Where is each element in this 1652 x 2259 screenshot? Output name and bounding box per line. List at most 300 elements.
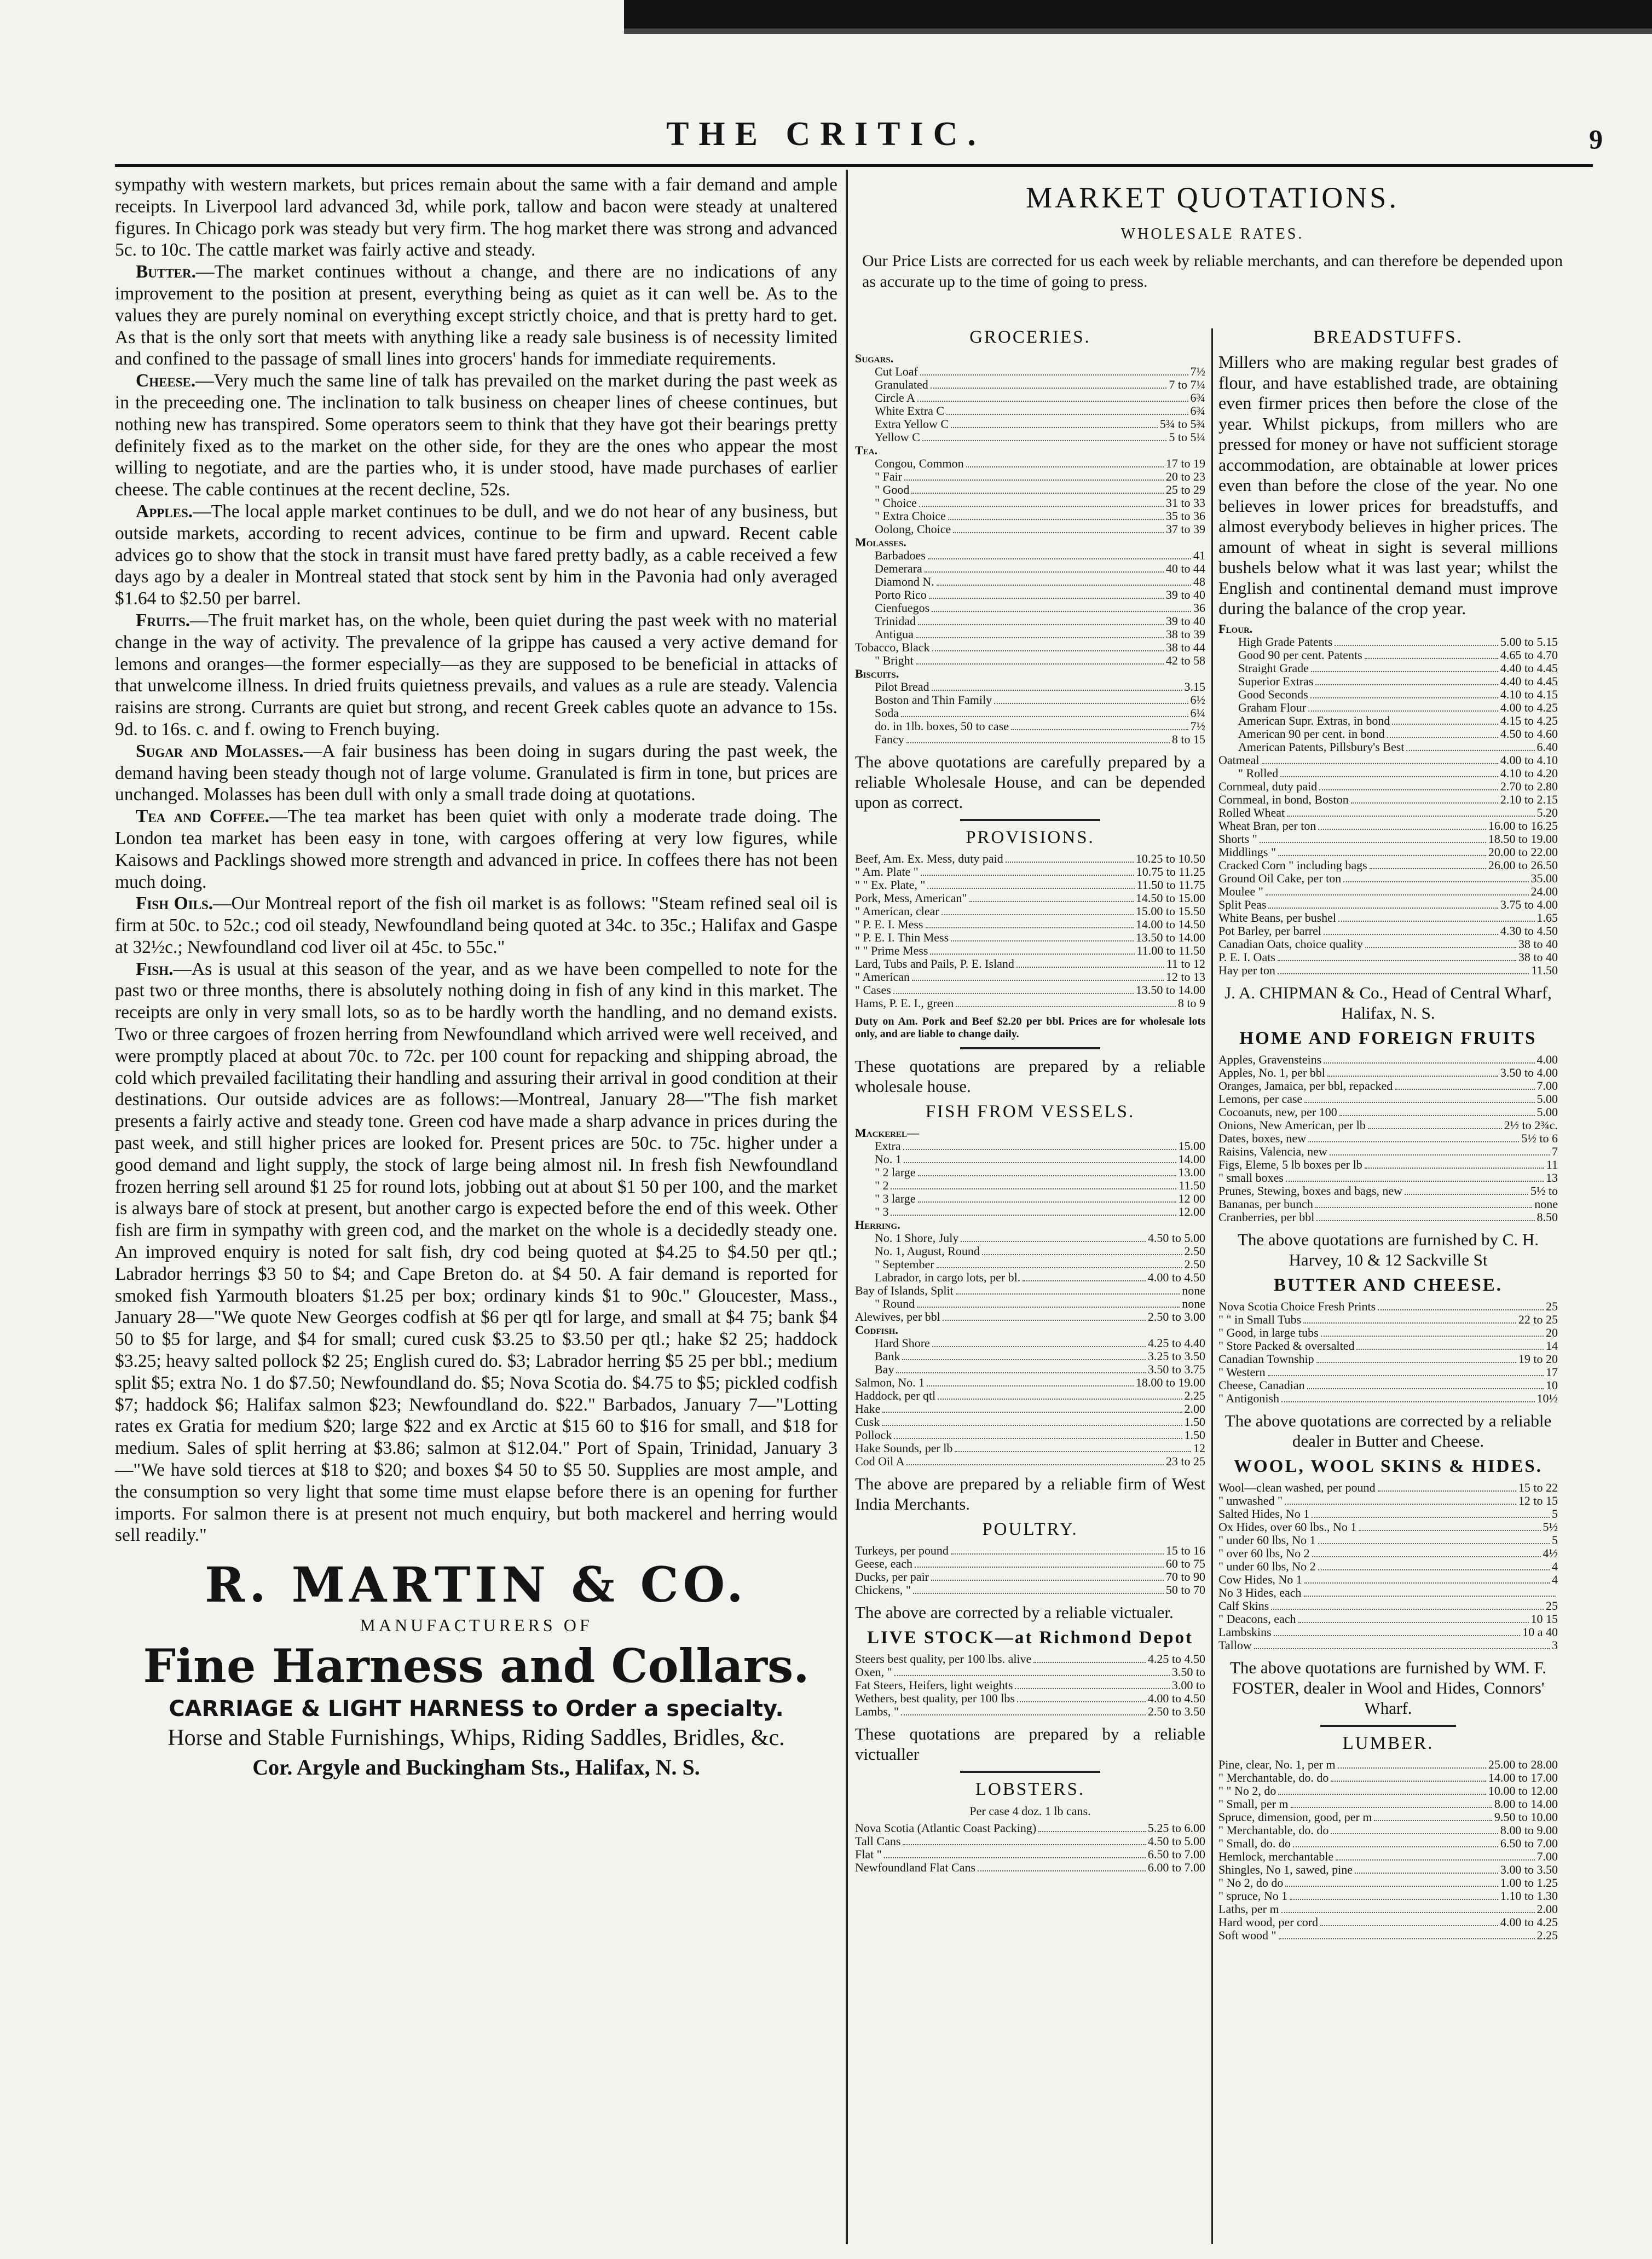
price-row xyxy=(855,378,1205,391)
item-label: " Western xyxy=(1218,1365,1266,1378)
item-label: Extra Yellow C xyxy=(875,418,949,431)
item-label: " spruce, No 1 xyxy=(1218,1889,1288,1902)
item-price: 16.00 to 16.25 xyxy=(1488,818,1558,833)
report-paragraph xyxy=(115,174,837,261)
item-price: 4.65 to 4.70 xyxy=(1500,648,1558,662)
item-label: " Antigonish xyxy=(1218,1391,1280,1405)
price-row xyxy=(1218,1379,1558,1392)
leader-dots xyxy=(1266,894,1529,895)
leader-dots xyxy=(1319,789,1498,790)
item-price: 8 to 9 xyxy=(1177,996,1205,1010)
price-row xyxy=(1218,662,1558,675)
leader-dots xyxy=(903,1844,1145,1845)
price-row xyxy=(1218,1626,1558,1639)
item-label: " 2 large xyxy=(875,1166,916,1179)
price-row xyxy=(855,1442,1205,1455)
price-row xyxy=(855,1258,1205,1271)
report-paragraph xyxy=(115,958,837,1547)
leader-dots xyxy=(1318,829,1486,830)
leader-dots xyxy=(903,1149,1176,1150)
leader-dots xyxy=(1331,1781,1486,1782)
item-price: 18.50 to 19.00 xyxy=(1488,831,1558,846)
price-row xyxy=(855,1389,1205,1402)
leader-dots xyxy=(1318,1543,1550,1544)
price-row xyxy=(1218,1599,1558,1613)
leader-dots xyxy=(1285,1886,1498,1887)
item-label: " 3 xyxy=(875,1205,889,1218)
item-label: Cocoanuts, new, per 100 xyxy=(1218,1105,1337,1118)
item-price: 25 to 29 xyxy=(1165,483,1205,496)
leader-dots xyxy=(951,1553,1164,1555)
paragraph-heading: Tea and Coffee. xyxy=(136,806,269,827)
ad-goods: Horse and Stable Furnishings, Whips, Riding Saddles, Bridles, &c. xyxy=(167,1725,785,1751)
paragraph-text: —The market continues without a change, and there are no indications of any improvement to the position at present, everything being as quiet as it can well be. As to the values they are purely nominal on everything except strictly choice, and that is pretty hard to get. As that is the only sort that meets with anything like a ready sale business is of necessity limited and confined to the passage of small lines into grocers' hands for immediate requirements. xyxy=(115,262,837,369)
price-row xyxy=(1218,1916,1558,1929)
item-label: Rolled Wheat xyxy=(1218,806,1285,819)
price-row xyxy=(855,405,1205,418)
item-price: 7.00 xyxy=(1537,1078,1558,1093)
leader-dots xyxy=(922,440,1167,441)
item-price: 15.00 to 15.50 xyxy=(1135,904,1205,918)
price-row xyxy=(1218,1586,1558,1599)
price-row xyxy=(1218,1560,1558,1573)
price-row xyxy=(1218,1353,1558,1366)
item-price: 5.00 to 5.15 xyxy=(1500,634,1558,649)
price-row xyxy=(855,1666,1205,1679)
price-row xyxy=(1218,1639,1558,1652)
item-price: 42 to 58 xyxy=(1165,654,1205,667)
price-row xyxy=(855,1692,1205,1705)
price-row xyxy=(1218,1339,1558,1353)
item-price: 3.75 to 4.00 xyxy=(1500,897,1558,911)
report-paragraph xyxy=(115,610,837,741)
price-row xyxy=(855,628,1205,641)
item-label: Lemons, per case xyxy=(1218,1092,1303,1105)
leader-dots xyxy=(951,940,1134,941)
leader-dots xyxy=(1278,960,1516,961)
item-price: 11 to 12 xyxy=(1166,957,1205,970)
provisions-title: PROVISIONS. xyxy=(966,828,1095,847)
groceries-note: The above quotations are carefully prepared by a reliable Wholesale House, and can be depended upon as correct. xyxy=(855,752,1205,812)
lumber-title: LUMBER. xyxy=(1342,1733,1434,1753)
price-row xyxy=(1218,925,1558,938)
item-label: Canadian Oats, choice quality xyxy=(1218,937,1363,950)
item-label: Oranges, Jamaica, per bbl, repacked xyxy=(1218,1079,1393,1092)
item-price: 60 to 75 xyxy=(1165,1557,1205,1570)
price-row xyxy=(1218,1211,1558,1224)
price-row xyxy=(1218,1145,1558,1158)
price-row xyxy=(855,680,1205,694)
leader-dots xyxy=(937,1267,1182,1268)
item-price: 39 to 40 xyxy=(1165,588,1205,602)
leader-dots xyxy=(1006,862,1134,863)
leader-dots xyxy=(1304,1596,1556,1597)
item-price: 24.00 xyxy=(1530,884,1558,898)
item-label: Nova Scotia Choice Fresh Prints xyxy=(1218,1299,1376,1313)
item-label: Middlings " xyxy=(1218,845,1276,858)
item-price: 20 xyxy=(1546,1325,1558,1339)
leader-dots xyxy=(1374,1820,1492,1821)
item-label: Circle A xyxy=(875,391,915,405)
price-row xyxy=(855,562,1205,575)
price-row xyxy=(855,997,1205,1010)
item-label: " small boxes xyxy=(1218,1171,1284,1184)
report-paragraph xyxy=(115,741,837,806)
leader-dots xyxy=(1310,697,1498,698)
item-price: 20.00 to 22.00 xyxy=(1488,845,1558,859)
paragraph-text: —As is usual at this season of the year, and as we have been compelled to note for the past two or three months, there is absolutely nothing doing in fish of any kind in this market. The receipts are only in very small lots, so as to be hardly worth the handling, and no demand exists. Two or three cargoes of frozen herring from Newfoundland which arrived were well received, and were promptly placed at about 70c. to 72c. per 100 count for repacking and shipping abroad, the cold which prevailed facilitating their handling and assuring their arrival in good condition at their destinations. Our outside advices are as follows:—Montreal, January 28—"The fish market presents a fairly active and steady tone. Green cod have made a sharp advance in prices during the past week, and still higher prices are looked for. Present prices are 50c. to 75c. higher under a good demand and light supply, the stock of large being almost nil. In fresh fish Newfoundland frozen herring sell around $1 25 for round lots, jobbing out at about $1 50 per 100, and the market is always bare of stock at present, but another cargo is expected before the end of this week. Other fish are firm in sympathy with green cod, and the market on the whole is a decidedly steady one. An improved enquiry is noted for salt fish, dry cod being quoted at $4.25 to $4.50 per qtl.; Labrador herrings $3 50 to $4; and Cape Breton do. at $4 50. A fair demand is reported for smoked fish Yarmouth bloaters $1.25 per box; ordinary kinds $1 to 90c." Gloucester, Mass., January 28—"We quote New Georges codfish at $6 per qtl for large, and small at $4 75; bank $4 50 to $5 for large, and $4 for small; cured cusk $3.25 to $3.50 per qtl.; hake $2 25; haddock $3.25; heavy salted pollock $2 25; English cured do. $3; Labrador herring $5 25 per bbl.; medium split $5; extra No. 1 do $7.50; Newfoundland do. $5; Nova Scotia do. $4.75 to $5; pickled codfish $7; haddock $6; Halifax salmon $23; Newfoundland do. $22." Barbados, January 7—"Lotting rates ex Gratia for medium $20; large $22 and ex Arctic at $15 60 to $16 for small, and $18 for medium. Sales of split herring at $3.86; salmon at $12.04." Port of Spain, Trinidad, January 3—"We have sold tierces at $18 to $20; and boxes $4 50 to $5 50. Supplies are most ample, and the consumption so very light that some time must elapse before there is an opening for further imports. For salmon there is at present not much enquiry, but both mackerel and herring would sell readily." xyxy=(115,958,837,1546)
price-row xyxy=(1218,1837,1558,1850)
leader-dots xyxy=(1281,1401,1534,1402)
leader-dots xyxy=(1359,1530,1540,1531)
item-price: 14.50 to 15.00 xyxy=(1135,891,1205,905)
item-price: 7 to 7¼ xyxy=(1169,378,1205,391)
item-price: 5 xyxy=(1552,1506,1558,1521)
leader-dots xyxy=(1287,816,1534,817)
market-title: MARKET QUOTATIONS. xyxy=(1026,181,1399,214)
item-label: Shingles, No 1, sawed, pine xyxy=(1218,1863,1353,1876)
item-label: Tobacco, Black xyxy=(855,641,930,654)
item-price: 18.00 to 19.00 xyxy=(1135,1376,1205,1389)
provisions-fine-print: Duty on Am. Pork and Beef $2.20 per bbl. Prices are for wholesale lots only, and are liable to change daily. xyxy=(855,1015,1205,1040)
price-row xyxy=(855,1350,1205,1363)
item-label: Bank xyxy=(875,1350,900,1363)
divider xyxy=(1320,1725,1456,1727)
ad-headline: Fine Harness and Collars. xyxy=(143,1639,810,1694)
item-label: American 90 per cent. in bond xyxy=(1238,727,1385,740)
leader-dots xyxy=(1327,1076,1498,1077)
lobsters-subtitle: Per case 4 doz. 1 lb cans. xyxy=(969,1804,1091,1818)
price-row xyxy=(855,457,1205,470)
price-row xyxy=(1218,1534,1558,1547)
item-price: 5.20 xyxy=(1537,805,1558,819)
price-row xyxy=(1218,1758,1558,1771)
item-price: 5.00 xyxy=(1537,1105,1558,1119)
item-price: none xyxy=(1534,1197,1558,1211)
item-label: P. E. I. Oats xyxy=(1218,950,1275,963)
leader-dots xyxy=(946,414,1188,415)
item-price: 13.00 xyxy=(1178,1165,1205,1179)
price-row xyxy=(1218,1876,1558,1890)
price-row xyxy=(1218,675,1558,688)
item-label: Tall Cans xyxy=(855,1835,901,1848)
price-row xyxy=(1218,1481,1558,1494)
item-price: 4.10 to 4.15 xyxy=(1500,687,1558,701)
leader-dots xyxy=(1303,1322,1516,1324)
item-label: " unwashed " xyxy=(1218,1494,1283,1507)
item-price: 35.00 xyxy=(1530,871,1558,885)
item-price: 4.40 to 4.45 xyxy=(1500,661,1558,675)
fruits-dealer: The above quotations are furnished by C. H. Harvey, 10 & 12 Sackville St xyxy=(1237,1229,1539,1269)
leader-dots xyxy=(955,1451,1191,1452)
leader-dots xyxy=(1324,934,1498,935)
leader-dots xyxy=(932,690,1182,691)
item-price: 3.15 xyxy=(1184,680,1205,694)
item-price: 2.50 xyxy=(1184,1257,1205,1271)
leader-dots xyxy=(901,1714,1146,1715)
item-price: 25 xyxy=(1546,1598,1558,1613)
item-price: 8.00 to 9.00 xyxy=(1500,1823,1558,1837)
ad-subtitle: MANUFACTURERS OF xyxy=(360,1615,593,1636)
price-row xyxy=(855,865,1205,879)
leader-dots xyxy=(1392,724,1498,725)
leader-dots xyxy=(882,1425,1182,1426)
leader-dots xyxy=(1315,1207,1532,1208)
item-price: 2.25 xyxy=(1184,1389,1205,1402)
live-stock-table xyxy=(855,1653,1205,1718)
leader-dots xyxy=(982,1254,1182,1255)
item-label: Tallow xyxy=(1218,1638,1252,1651)
price-row xyxy=(1218,819,1558,833)
item-label: No. 1 xyxy=(875,1153,902,1166)
item-label: Bay of Islands, Split xyxy=(855,1284,954,1297)
leader-dots xyxy=(917,1307,1180,1308)
price-row xyxy=(1218,1132,1558,1145)
price-row xyxy=(1218,1392,1558,1405)
item-price: 20 to 23 xyxy=(1165,470,1205,483)
leader-dots xyxy=(931,1580,1164,1581)
item-label: Barbadoes xyxy=(875,549,926,562)
item-price: 2½ to 2¾c. xyxy=(1504,1118,1558,1132)
item-label: " September xyxy=(875,1258,934,1271)
price-row xyxy=(855,575,1205,588)
divider xyxy=(960,819,1100,821)
price-row xyxy=(855,1179,1205,1192)
item-price: 4.00 to 4.25 xyxy=(1500,1915,1558,1929)
leader-dots xyxy=(929,598,1164,599)
price-row xyxy=(855,365,1205,378)
item-label: Cornmeal, in bond, Boston xyxy=(1218,793,1349,806)
leader-dots xyxy=(1268,908,1498,909)
price-row xyxy=(855,1416,1205,1429)
item-label: Hay per ton xyxy=(1218,963,1275,977)
paragraph-text: —The local apple market continues to be dull, and we do not hear of any business, but outside markets, according to recent advices, continue to be firm and upward. Recent cable advices go to show that the stock in transit must have fared pretty badly, as a cable received a few days ago by a dealer in Montreal stated that stock sent by him in the Pavonia had only averaged $1.64 to $2.50 per barrel. xyxy=(115,501,837,609)
item-price: 10.75 to 11.25 xyxy=(1136,865,1205,879)
leader-dots xyxy=(927,888,1134,889)
item-label: " 3 large xyxy=(875,1192,916,1205)
item-price: none xyxy=(1182,1297,1205,1310)
item-label: Chickens, " xyxy=(855,1584,911,1597)
leader-dots xyxy=(1311,671,1498,672)
item-price: 37 to 39 xyxy=(1165,522,1205,536)
leader-dots xyxy=(953,532,1164,533)
price-row xyxy=(1218,1798,1558,1811)
item-price: 14.00 to 14.50 xyxy=(1135,917,1205,931)
item-label: " " in Small Tubs xyxy=(1218,1313,1302,1326)
leader-dots xyxy=(1355,1873,1498,1874)
breadstuffs-table xyxy=(1218,622,1558,977)
leader-dots xyxy=(1304,1582,1550,1584)
item-price: 14.00 to 17.00 xyxy=(1488,1770,1558,1784)
item-price: 3.50 to xyxy=(1171,1665,1205,1679)
leader-dots xyxy=(904,1162,1176,1163)
item-price: 12 to 13 xyxy=(1165,970,1205,984)
price-row xyxy=(1218,1771,1558,1784)
leader-dots xyxy=(904,479,1164,481)
ad-address: Cor. Argyle and Buckingham Sts., Halifax, N. S. xyxy=(252,1755,700,1780)
wool-hides-dealer: The above quotations are furnished by WM. F. FOSTER, dealer in Wool and Hides, Connors' Wharf. xyxy=(1229,1657,1547,1718)
item-price: 3.00 to 3.50 xyxy=(1500,1862,1558,1876)
leader-dots xyxy=(1278,1794,1486,1795)
price-row xyxy=(855,1153,1205,1166)
item-price: 6½ xyxy=(1190,693,1205,707)
item-label: Pork, Mess, American" xyxy=(855,892,967,905)
price-row xyxy=(855,1455,1205,1468)
leader-dots xyxy=(1365,1168,1544,1169)
price-row xyxy=(1218,885,1558,898)
column-divider-2 xyxy=(1211,328,1213,2244)
item-label: Cod Oil A xyxy=(855,1455,905,1468)
leader-dots xyxy=(893,993,1134,994)
item-label: Beef, Am. Ex. Mess, duty paid xyxy=(855,852,1003,865)
leader-dots xyxy=(1015,1688,1169,1689)
item-label: Pilot Bread xyxy=(875,680,929,694)
price-row xyxy=(1218,872,1558,885)
item-price: 14 xyxy=(1546,1338,1558,1353)
middle-column xyxy=(855,174,1205,2243)
item-price: 12 00 xyxy=(1178,1192,1205,1205)
item-label: Lambs, " xyxy=(855,1705,899,1718)
leader-dots xyxy=(915,1567,1164,1568)
wool-hides-title: WOOL, WOOL SKINS & HIDES. xyxy=(1233,1456,1543,1476)
leader-dots xyxy=(1038,1831,1146,1832)
leader-dots xyxy=(1378,1309,1544,1310)
item-price: 6¾ xyxy=(1190,391,1205,405)
leader-dots xyxy=(1271,1609,1544,1610)
item-price: 11 xyxy=(1546,1157,1558,1171)
leader-dots xyxy=(1331,1833,1498,1834)
leader-dots xyxy=(918,624,1164,625)
item-price: 26.00 to 26.50 xyxy=(1488,858,1558,872)
item-label: Superior Extras xyxy=(1238,674,1314,687)
item-label: Cheese, Canadian xyxy=(1218,1378,1305,1391)
category-heading: Biscuits. xyxy=(855,667,899,680)
paragraph-heading: Cheese. xyxy=(136,371,196,391)
leader-dots xyxy=(1017,1701,1146,1702)
item-price: 25 xyxy=(1546,1299,1558,1313)
leader-dots xyxy=(1351,802,1498,804)
leader-dots xyxy=(882,1412,1182,1413)
price-row xyxy=(1218,938,1558,951)
item-price: 8.50 xyxy=(1537,1210,1558,1224)
category-heading: Flour. xyxy=(1218,621,1253,635)
page-number: 9 xyxy=(1589,124,1603,154)
category-heading: Sugars. xyxy=(855,351,894,365)
item-label: " Extra Choice xyxy=(875,510,946,523)
market-intro: Our Price Lists are corrected for us each week by reliable merchants, and can therefore be depended upon as accurate up to the time of going to press. xyxy=(862,252,1563,291)
leader-dots xyxy=(891,1215,1176,1216)
item-label: " Good xyxy=(875,483,910,496)
item-label: Bananas, per bunch xyxy=(1218,1197,1313,1210)
item-label: Canadian Township xyxy=(1218,1352,1314,1365)
leader-dots xyxy=(937,585,1191,586)
leader-dots xyxy=(1338,921,1534,922)
price-row xyxy=(855,852,1205,865)
leader-dots xyxy=(951,427,1158,428)
leader-dots xyxy=(1033,1662,1145,1663)
fish-vessels-title: FISH FROM VESSELS. xyxy=(925,1102,1135,1122)
item-price: 2.25 xyxy=(1537,1928,1558,1942)
category-heading: Tea. xyxy=(855,443,878,457)
item-price: 4.50 to 5.00 xyxy=(1147,1231,1205,1245)
price-row xyxy=(855,483,1205,496)
paragraph-text: —Our Montreal report of the fish oil market is as follows: "Steam refined seal oil is firm at 50c. to 52c.; cod oil steady, Newfoundland being quoted at 34c. to 35c.; Halifax and Gaspe at 32½c.; Newfoundland cod liver oil at 45c. to 55c." xyxy=(115,893,837,957)
item-label: Ground Oil Cake, per ton xyxy=(1218,871,1342,885)
price-row xyxy=(1218,1093,1558,1106)
price-row xyxy=(855,588,1205,602)
price-row xyxy=(855,694,1205,707)
item-price: 38 to 40 xyxy=(1518,937,1558,951)
item-label: Cracked Corn " including bags xyxy=(1218,858,1367,871)
leader-dots xyxy=(1308,1141,1519,1142)
item-price: 4 xyxy=(1552,1559,1558,1573)
item-label: " Rolled xyxy=(1238,766,1279,779)
price-row xyxy=(855,1337,1205,1350)
leader-dots xyxy=(901,716,1188,717)
leader-dots xyxy=(928,558,1191,559)
item-price: 70 to 90 xyxy=(1165,1570,1205,1584)
item-price: 23 to 25 xyxy=(1165,1454,1205,1468)
price-row xyxy=(855,1584,1205,1597)
price-row xyxy=(1218,1158,1558,1171)
item-label: " 2 xyxy=(875,1179,889,1192)
leader-dots xyxy=(896,1372,1145,1373)
leader-dots xyxy=(1315,684,1498,685)
leader-dots xyxy=(1304,1102,1534,1103)
item-label: Geese, each xyxy=(855,1557,913,1570)
price-row xyxy=(855,1848,1205,1861)
item-label: " American xyxy=(855,970,910,984)
item-label: Cornmeal, duty paid xyxy=(1218,779,1318,793)
price-row xyxy=(855,892,1205,905)
leader-dots xyxy=(1023,1280,1146,1281)
price-row xyxy=(1218,1119,1558,1132)
item-label: Flat " xyxy=(855,1848,882,1861)
groceries-table xyxy=(855,352,1205,746)
price-row xyxy=(855,418,1205,431)
price-row xyxy=(1218,898,1558,911)
price-row xyxy=(1218,833,1558,846)
item-price: 40 to 44 xyxy=(1165,562,1205,575)
item-price: 1.50 xyxy=(1184,1428,1205,1442)
category-heading: Herring. xyxy=(855,1218,900,1232)
price-row xyxy=(1218,1185,1558,1198)
leader-dots xyxy=(1279,1938,1535,1939)
price-row xyxy=(1218,1613,1558,1626)
leader-dots xyxy=(917,401,1188,402)
item-price: 1.65 xyxy=(1537,910,1558,925)
item-label: Nova Scotia (Atlantic Coast Packing) xyxy=(855,1822,1037,1835)
item-label: American Patents, Pillsbury's Best xyxy=(1238,740,1405,753)
price-row xyxy=(1218,754,1558,767)
item-price: 5 xyxy=(1552,1533,1558,1547)
breadstuffs-text: Millers who are making regular best grades of flour, and have established trade, are obtaining even firmer prices then before the close of the year. Whilst pickups, from millers who are pressed for money or have not sufficient storage accommodation, are obtainable at lower prices even than before the close of the year. No one believes in lower prices for breadstuffs, and almost everybody believes in higher prices. The amount of wheat in sight is several millions bushels below what it was last year; whilst the English and continental demand must improve during the balance of the crop year. xyxy=(1218,352,1558,618)
item-label: " P. E. I. Thin Mess xyxy=(855,931,949,944)
item-label: No. 1 Shore, July xyxy=(875,1232,959,1245)
leader-dots xyxy=(943,1320,1146,1321)
leader-dots xyxy=(1260,842,1486,843)
price-row xyxy=(1218,911,1558,925)
report-paragraph xyxy=(115,261,837,370)
price-row xyxy=(855,470,1205,483)
item-price: 4 xyxy=(1552,1572,1558,1586)
item-price: 5½ to 6 xyxy=(1521,1131,1558,1145)
item-label: Wheat Bran, per ton xyxy=(1218,819,1316,832)
leader-dots xyxy=(1290,1899,1498,1900)
item-price: 3.25 to 3.50 xyxy=(1147,1349,1205,1363)
leader-dots xyxy=(1016,967,1164,968)
leader-dots xyxy=(1281,1912,1535,1913)
